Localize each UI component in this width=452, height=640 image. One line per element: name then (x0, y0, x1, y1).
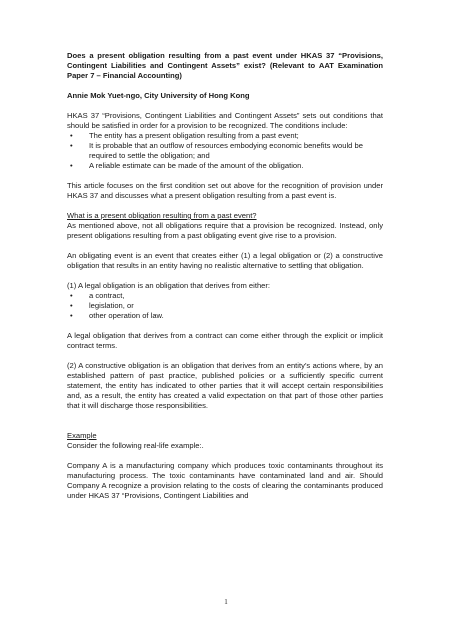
example-intro: Consider the following real-life example:. (67, 441, 204, 450)
page-number: 1 (224, 598, 228, 606)
list-item: • legislation, or (70, 301, 134, 310)
bullet-icon: • (70, 161, 73, 170)
section-paragraph: As mentioned above, not all obligations require that a provision be recognized. Instead, only present obligations resulting from a past obligating event give rise to a provision. (67, 221, 383, 240)
obligating-event-paragraph: An obligating event is an event that creates either (1) a legal obligation or (2) a constructive obligation that results in an entity having no realistic alternative to settling that obligation. (67, 251, 383, 270)
conditions-list (67, 131, 383, 171)
list-item: • a contract, (70, 291, 125, 300)
bullet-icon: • (70, 291, 73, 300)
legal-list (67, 291, 383, 321)
list-item: • A reliable estimate can be made of the amount of the obligation. (70, 161, 304, 170)
bullet-icon: • (70, 301, 73, 310)
example-heading: Example (67, 431, 97, 440)
bullet-icon: • (70, 131, 73, 140)
article-body (67, 51, 383, 501)
constructive-paragraph: (2) A constructive obligation is an obligation that derives from an entity’s actions where, by an established pattern of past practice, published policies or a sufficiently specific current statement, the entity has indicated to other parties that it will accept certain responsibilities and, as a result, the entity has created a valid expectation on that part of those other parties that it will discharge those responsibilities. (67, 361, 383, 410)
intro-paragraph: HKAS 37 “Provisions, Contingent Liabilities and Contingent Assets” sets out conditions that should be satisfied in order for a provision to be recognized. The conditions include: (67, 111, 383, 130)
author-line: Annie Mok Yuet-ngo, City University of Hong Kong (67, 91, 250, 100)
list-item: • It is probable that an outflow of resources embodying economic benefits would be required to settle the obligation; and (70, 141, 363, 160)
legal-intro: (1) A legal obligation is an obligation that derives from either: (67, 281, 271, 290)
list-item: • The entity has a present obligation resulting from a past event; (70, 131, 299, 140)
list-item: • other operation of law. (70, 311, 164, 320)
section-heading: What is a present obligation resulting from a past event? (67, 211, 257, 220)
bullet-icon: • (70, 311, 73, 320)
bullet-icon: • (70, 141, 73, 150)
legal-contract-paragraph: A legal obligation that derives from a contract can come either through the explicit or implicit contract terms. (67, 331, 383, 350)
article-title: Does a present obligation resulting from a past event under HKAS 37 “Provisions, Contingent Liabilities and Contingent Assets” exist? (Relevant to AAT Examination Paper 7 – Financial Accounting) (67, 51, 383, 80)
focus-paragraph: This article focuses on the first condition set out above for the recognition of provision under HKAS 37 and discusses what a present obligation resulting from a past event is. (67, 181, 383, 200)
example-paragraph: Company A is a manufacturing company which produces toxic contaminants throughout its manufacturing process. The toxic contaminants have contaminated land and air. Should Company A recognize a provision relating to the costs of clearing the contaminants produced under HKAS 37 “Provisions, Contingent Liabilities and (67, 461, 383, 500)
